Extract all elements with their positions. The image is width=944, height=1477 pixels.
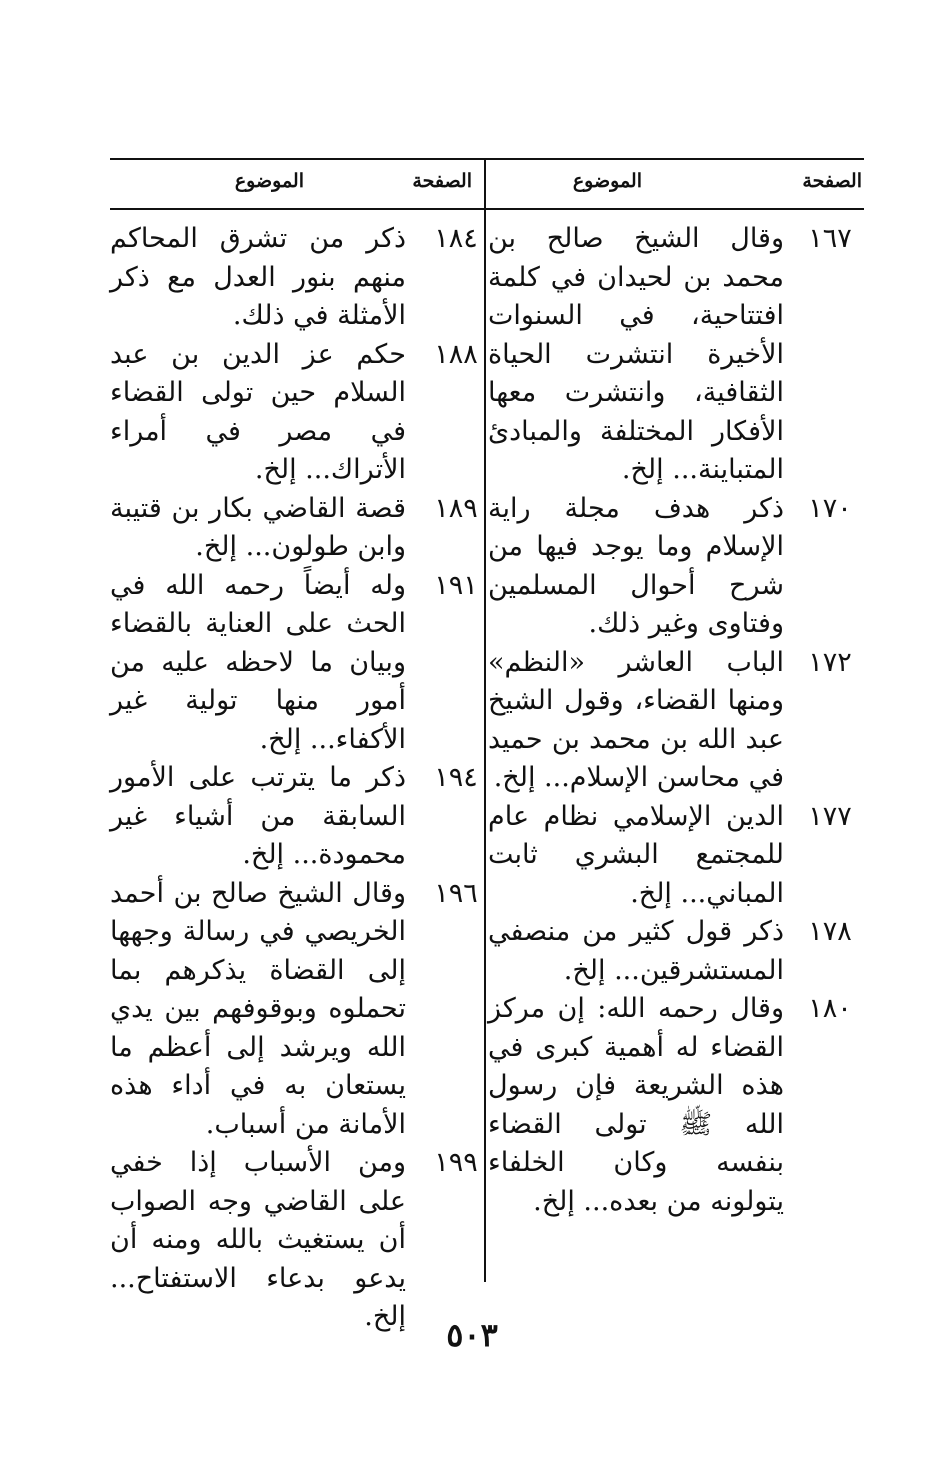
- right-topic-header: الموضوع: [572, 170, 642, 192]
- entry-topic: ذكر من تشرق المحاكم منهم بنور العدل مع ذكر الأمثلة في ذلك.: [110, 223, 406, 331]
- top-rule: [110, 158, 864, 160]
- entry-topic: وقال الشيخ صالح بن محمد بن لحيدان في كلمة افتتاحية، في السنوات الأخيرة انتشرت الحياة الثقافية، وانتشرت معها الأفكار المختلفة والمبادئ المتباينة... إلخ.: [488, 223, 784, 485]
- index-entry: [488, 490, 864, 644]
- header-rule: [110, 208, 864, 210]
- entry-page-number: ١٨٩: [434, 492, 478, 524]
- entry-topic: وقال رحمه الله: إن مركز القضاء له أهمية كبرى في هذه الشريعة فإن رسول الله ﷺ تولى القضاء بنفسه وكان الخلفاء يتولونه من بعده... إلخ.: [488, 993, 784, 1217]
- left-page-header: الصفحة: [412, 170, 472, 192]
- page-number: ٥٠٣: [446, 1316, 498, 1354]
- entry-page-number: ١٩١: [434, 569, 478, 601]
- index-table: [110, 158, 864, 1332]
- index-entry: [488, 220, 864, 490]
- left-topic-header: الموضوع: [234, 170, 304, 192]
- entry-topic: وقال الشيخ صالح بن أحمد الخريصي في رسالة وجهها إلى القضاة يذكرهم بما تحملوه وبوقوفهم بين يدي الله ويرشد إلى أعظم ما يستعان به في أداء هذه الأمانة من أسباب.: [110, 877, 406, 1140]
- entry-page-number: ١٧٠: [808, 492, 852, 524]
- index-entry: [110, 1144, 478, 1337]
- index-entry: [488, 798, 864, 914]
- entry-page-number: ١٩٩: [434, 1147, 478, 1178]
- index-entry: [110, 336, 478, 490]
- entry-topic: ذكر ما يترتب على الأمور السابقة من أشياء غير محمودة... إلخ.: [110, 762, 406, 870]
- index-entry: [110, 220, 478, 336]
- index-entry: [110, 875, 478, 1145]
- left-column: [110, 220, 478, 1337]
- index-entry: [110, 567, 478, 760]
- index-entry: [110, 490, 478, 567]
- entry-topic: الدين الإسلامي نظام عام للمجتمع البشري ثابت المباني... إلخ.: [488, 800, 784, 909]
- entry-topic: حكم عز الدين بن عبد السلام حين تولى القضاء في مصر في أمراء الأتراك... إلخ.: [110, 338, 406, 485]
- index-entry: [488, 644, 864, 798]
- entry-topic: ذكر قول كثير من منصفي المستشرقين... إلخ.: [488, 916, 784, 986]
- index-entry: [488, 913, 864, 990]
- index-entry: [488, 990, 864, 1221]
- right-column: [488, 220, 864, 1221]
- entry-topic: وله أيضاً رحمه الله في الحث على العناية بالقضاء وبيان ما لاحظه عليه من أمور منها تولية غير الأكفاء... إلخ.: [110, 569, 406, 755]
- entry-topic: قصة القاضي بكار بن قتيبة وابن طولون... إلخ.: [110, 492, 406, 562]
- column-divider: [484, 158, 486, 1282]
- index-entry: [110, 759, 478, 875]
- entry-page-number: ١٧٢: [808, 646, 852, 678]
- entry-page-number: ١٩٦: [434, 877, 478, 909]
- entry-page-number: ١٧٧: [808, 800, 852, 832]
- entry-topic: الباب العاشر «النظم» ومنها القضاء، وقول الشيخ عبد الله بن محمد بن حميد في محاسن الإسلام... إلخ.: [488, 646, 784, 793]
- entry-topic: ومن الأسباب إذا خفي على القاضي وجه الصواب أن يستغيث بالله ومنه أن يدعو بدعاء الاستفتاح... إلخ.: [110, 1147, 406, 1332]
- right-page-header: الصفحة: [802, 170, 862, 192]
- entry-page-number: ١٦٧: [808, 223, 852, 254]
- entry-page-number: ١٩٤: [434, 762, 478, 793]
- entry-page-number: ١٨٠: [808, 993, 852, 1024]
- entry-page-number: ١٧٨: [808, 916, 852, 947]
- entry-page-number: ١٨٤: [434, 223, 478, 254]
- entry-topic: ذكر هدف مجلة راية الإسلام وما يوجد فيها من شرح أحوال المسلمين وفتاوى وغير ذلك.: [488, 492, 784, 639]
- entry-page-number: ١٨٨: [434, 338, 478, 370]
